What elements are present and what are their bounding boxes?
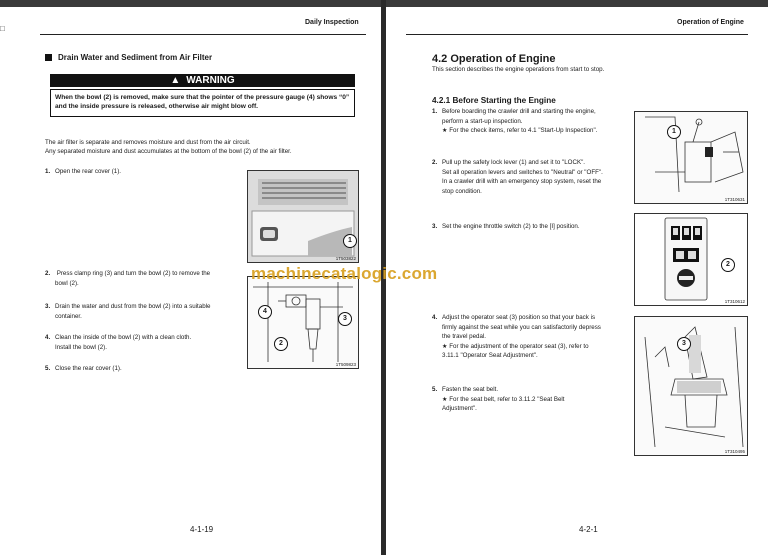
callout-2: 2	[721, 258, 735, 272]
figure-code: 1T310631	[724, 197, 745, 202]
left-step-3: 3. Drain the water and dust from the bowl (2) into a suitable container.	[45, 303, 211, 320]
callout-1: 1	[343, 234, 357, 248]
warning-banner: ▲ WARNING	[50, 74, 355, 87]
left-page-header: Daily Inspection	[305, 19, 359, 26]
right-step-2: 2. Pull up the safety lock lever (1) and set it to "LOCK". Set all operation levers and switches to "Neutral" or "OFF". In a crawler drill with an emergency stop system, reset the stop condition.	[432, 159, 603, 195]
figure-code: 1T310495	[724, 449, 745, 454]
warning-triangle-icon: ▲	[170, 75, 181, 86]
warning-text: When the bowl (2) is removed, make sure that the pointer of the pressure gauge (4) shows “0” and the inside pressure is released, otherwise air might blow off.	[50, 89, 355, 117]
right-step-4: 4. Adjust the operator seat (3) position so that your back is firmly against the seat while you can satisfactorily depress the travel pedal. ★ For the adjustment of the operator seat (3), refer to 3.11.1 "Operator Seat Adjustment".	[432, 314, 601, 360]
section-title: Drain Water and Sediment from Air Filter	[45, 53, 212, 62]
left-step-2: 2. Press clamp ring (3) and turn the bowl (2) to remove the bowl (2).	[45, 270, 211, 287]
figure-air-filter	[247, 276, 359, 369]
right-page-header: Operation of Engine	[677, 19, 744, 26]
callout-1: 1	[667, 125, 681, 139]
right-step-5: 5. Fasten the seat belt. ★ For the seat belt, refer to 3.11.2 "Seat Belt Adjustment".	[432, 386, 565, 413]
corner-mark: □	[0, 24, 5, 33]
intro-line-1: The air filter is separate and removes moisture and dust from the air circuit.	[45, 139, 251, 146]
callout-3: 3	[677, 337, 691, 351]
figure-code: 1T503822	[335, 256, 356, 261]
operator-seat-illustration	[635, 317, 747, 455]
left-step-4: 4. Clean the inside of the bowl (2) with a clean cloth. Install the bowl (2).	[45, 334, 192, 351]
left-step-1: 1. Open the rear cover (1).	[45, 168, 122, 175]
figure-rear-cover	[247, 170, 359, 263]
section-heading: 4.2 Operation of Engine	[432, 53, 556, 65]
callout-2: 2	[274, 337, 288, 351]
right-step-1: 1. Before boarding the crawler drill and starting the engine, perform a start-up inspection. ★ For the check items, refer to 4.1 "Start-Up Inspection".	[432, 108, 598, 135]
callout-3: 3	[338, 312, 352, 326]
figure-throttle-switch	[634, 213, 748, 306]
figure-code: 1T310612	[724, 299, 745, 304]
watermark: machinecatalogic.com	[251, 264, 438, 283]
left-header-rule	[40, 34, 366, 35]
section-description: This section describes the engine operations from start to stop.	[432, 66, 605, 73]
intro-line-2: Any separated moisture and dust accumulates at the bottom of the bowl (2) of the air filter.	[45, 148, 292, 155]
figure-operator-seat	[634, 316, 748, 456]
left-step-5: 5. Close the rear cover (1).	[45, 365, 122, 372]
right-header-rule	[406, 34, 748, 35]
figure-code: 1T509823	[335, 362, 356, 367]
left-page-number: 4-1-19	[190, 525, 214, 534]
bullet-square-icon	[45, 54, 52, 61]
right-step-3: 3. Set the engine throttle switch (2) to the [I] position.	[432, 223, 580, 230]
right-page-number: 4-2-1	[579, 525, 598, 534]
figure-safety-lock-lever	[634, 111, 748, 204]
subsection-heading: 4.2.1 Before Starting the Engine	[432, 96, 556, 105]
lock-lever-illustration	[635, 112, 747, 203]
callout-4: 4	[258, 305, 272, 319]
rear-cover-illustration	[248, 171, 358, 262]
